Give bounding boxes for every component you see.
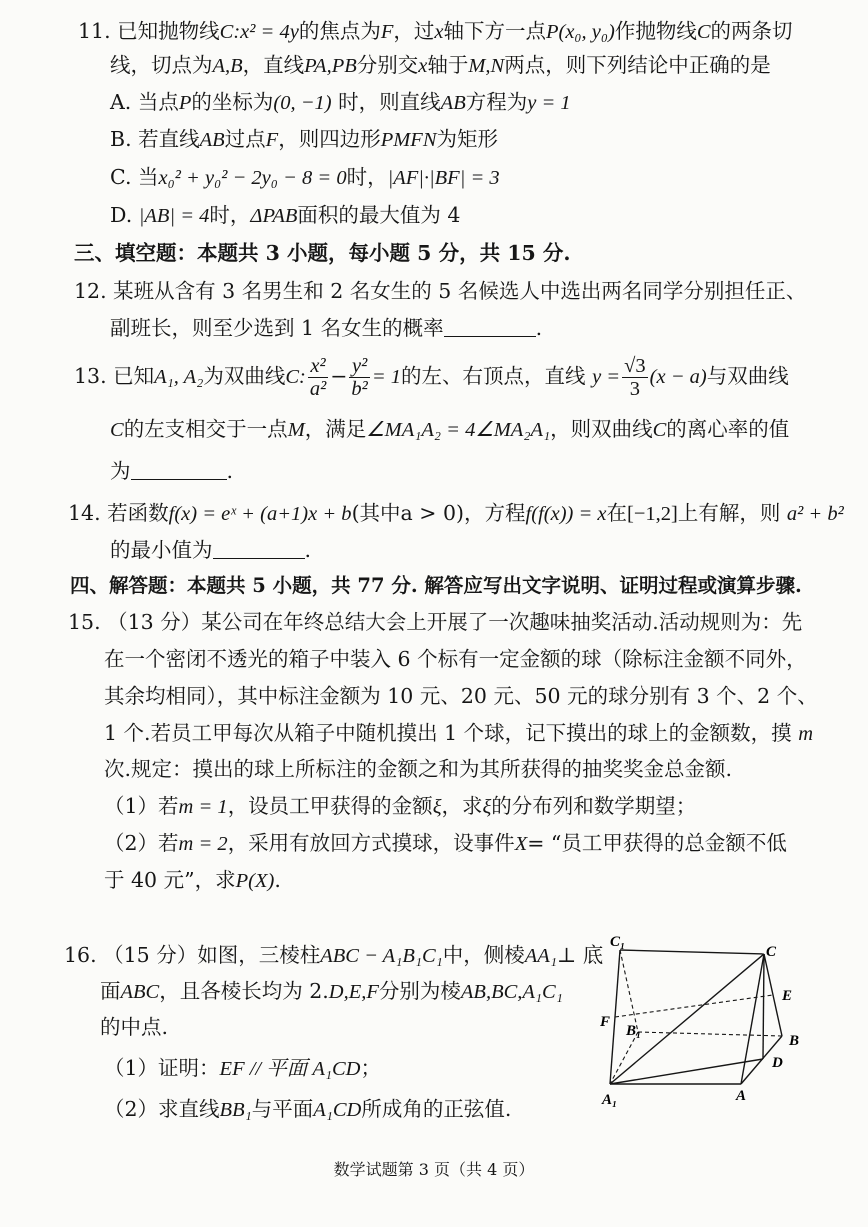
- formula: BB₁: [219, 1099, 252, 1121]
- formula: ABC: [120, 981, 160, 1003]
- q16-line1: [64, 940, 603, 971]
- text: 轴下方一点: [443, 19, 546, 43]
- formula: a² + b²: [786, 503, 844, 525]
- label-c1: C₁: [610, 934, 626, 950]
- text: .: [304, 538, 312, 562]
- formula: C: [652, 419, 667, 441]
- text: 的左、右顶点，直线: [401, 364, 586, 388]
- text: 与双曲线: [706, 364, 789, 388]
- formula: m = 2: [178, 833, 228, 855]
- formula: 4: [447, 203, 461, 227]
- edge-c-a: [741, 954, 764, 1084]
- text: ，求: [441, 794, 483, 818]
- formula: ABC − A₁B₁C₁: [320, 945, 443, 967]
- formula: = 1: [371, 366, 402, 388]
- prism-figure: [596, 932, 816, 1112]
- q15-part2-line2: [104, 865, 281, 896]
- edge-b1-b: [638, 1032, 782, 1036]
- numerator: y²: [349, 355, 369, 378]
- text: （2）求直线: [104, 1097, 220, 1121]
- label-d: D: [772, 1055, 783, 1071]
- answer-blank[interactable]: [213, 538, 305, 559]
- text: 面: [100, 979, 121, 1003]
- text: 某班从含有 3 名男生和 2 名女生的 5 名候选人中选出两名同学分别担任正、: [113, 279, 807, 303]
- q15-line2: 在一个密闭不透光的箱子中装入 6 个标有一定金额的球（除标注金额不同外，: [104, 647, 807, 671]
- text: 当: [138, 165, 159, 189]
- fraction-sqrt3-3: [622, 355, 648, 400]
- q13-line3: [110, 456, 233, 486]
- section-3-title: 三、填空题：本题共 3 小题，每小题 5 分，共 15 分.: [74, 241, 571, 265]
- text: 当点: [137, 90, 179, 114]
- q14-line2: [110, 535, 311, 565]
- denominator: a²: [309, 378, 327, 400]
- label-a: A: [736, 1088, 747, 1104]
- edge-c1-c: [620, 950, 764, 954]
- formula: P(x₀, y₀): [545, 21, 615, 43]
- text: ，则双曲线: [550, 417, 653, 441]
- text: 副班长，则至少选到 1 名女生的概率: [110, 316, 444, 340]
- option-label: D.: [110, 203, 133, 227]
- q13-line1: [74, 348, 789, 405]
- text: 为矩形: [436, 127, 498, 151]
- text: 为双曲线: [203, 364, 286, 388]
- q14-number: 14.: [68, 501, 101, 525]
- text: ，直线: [242, 53, 305, 77]
- formula: [−1,2]: [627, 503, 678, 525]
- text: 1 个.若员工甲每次从箱子中随机摸出 1 个球，记下摸出的球上的金额数，摸: [104, 721, 792, 745]
- formula: C: [110, 419, 124, 441]
- prism-hidden-edges: [610, 950, 782, 1084]
- formula: ξ: [482, 796, 492, 818]
- formula: x₀² + y₀² − 2y₀ − 8 = 0: [158, 167, 347, 189]
- text: 的焦点为: [298, 19, 381, 43]
- edge-c-d: [763, 954, 764, 1059]
- text: 所成角的正弦值.: [361, 1097, 512, 1121]
- q12-number: 12.: [74, 279, 107, 303]
- edge-a1-d: [610, 1059, 763, 1084]
- text: 若函数: [107, 501, 169, 525]
- formula: (x − a): [649, 366, 707, 388]
- text: 分别为棱: [378, 979, 461, 1003]
- q16-part1: [104, 1053, 381, 1084]
- formula: P: [178, 92, 192, 114]
- text: ，采用有放回方式摸球，设事件: [227, 831, 515, 855]
- q11-option-a: [110, 87, 571, 118]
- text: 方程为: [465, 90, 528, 114]
- text: .: [274, 868, 281, 892]
- formula: PA,PB: [304, 55, 357, 77]
- text: ，满足: [304, 417, 367, 441]
- q13-line2: [110, 414, 789, 445]
- edge-c-b: [764, 954, 782, 1036]
- formula: |AB| = 4: [138, 205, 210, 227]
- q15-number: 15.: [68, 610, 101, 634]
- text: 两点，则下列结论中正确的是: [504, 53, 771, 77]
- formula: M: [287, 419, 305, 441]
- edge-a1-c: [610, 954, 764, 1084]
- text: ；: [360, 1056, 381, 1080]
- q14-line1: [68, 498, 844, 529]
- text: 过点: [224, 127, 266, 151]
- q15-part2: [104, 828, 787, 859]
- numerator: √3: [624, 355, 646, 377]
- formula: C: [696, 21, 711, 43]
- formula: ∠MA₁A₂ = 4∠MA₂A₁: [366, 419, 551, 441]
- q15-line5: 次.规定：摸出的球上所标注的金额之和为其所获得的抽奖奖金总金额.: [104, 757, 733, 781]
- text: 时，: [209, 203, 251, 227]
- q16-line2: [100, 976, 563, 1007]
- formula: M,N: [468, 55, 505, 77]
- fraction-x2-a2: [308, 355, 328, 400]
- q13-number: 13.: [74, 364, 107, 388]
- text: （2）若: [104, 831, 179, 855]
- page-footer: 数学试题第 3 页（共 4 页）: [333, 1160, 535, 1179]
- text: 与平面: [251, 1097, 314, 1121]
- q15-part1: [104, 791, 696, 822]
- text: 于 40 元”，求: [104, 868, 236, 892]
- label-a1: A₁: [602, 1092, 618, 1108]
- text: .: [226, 459, 234, 483]
- q11-option-d: [110, 200, 460, 231]
- numerator: x²: [308, 355, 328, 378]
- text: ，则四边形: [278, 127, 381, 151]
- text: 线，切点为: [110, 53, 213, 77]
- formula: F: [380, 21, 394, 43]
- operator: −: [330, 364, 348, 388]
- option-label: B.: [110, 127, 132, 151]
- text: ⊥ 底: [556, 943, 604, 967]
- q11-option-c: [110, 162, 500, 193]
- label-c: C: [766, 944, 777, 960]
- formula: f(f(x)) = x: [525, 503, 607, 525]
- text: 已知: [113, 364, 155, 388]
- text: 中，侧棱: [442, 943, 525, 967]
- text: 的离心率的值: [666, 417, 790, 441]
- formula: y = 1: [527, 92, 571, 114]
- text: ，过: [393, 19, 435, 43]
- formula: x: [434, 21, 444, 43]
- edge-b1-a1: [610, 1032, 638, 1084]
- answer-blank[interactable]: [131, 459, 227, 480]
- formula: ξ: [432, 796, 442, 818]
- label-e: E: [782, 988, 793, 1004]
- q12-line2: [110, 313, 542, 343]
- text: 的两条切: [710, 19, 793, 43]
- text: ，方程: [464, 501, 526, 525]
- formula: f(x) = eˣ + (a+1)x + b: [168, 503, 352, 525]
- text: 时，: [346, 165, 388, 189]
- text: 的最小值为: [110, 538, 213, 562]
- formula: AA₁: [524, 945, 557, 967]
- denominator: 3: [629, 378, 641, 400]
- edge-c1-b1: [620, 950, 638, 1032]
- q16-number: 16.: [64, 943, 97, 967]
- text: (其中a > 0): [351, 501, 465, 525]
- formula: m = 1: [178, 796, 228, 818]
- fraction-y2-b2: [349, 355, 369, 400]
- formula: m: [798, 723, 813, 745]
- formula: C:: [285, 366, 306, 388]
- q15-line3: 其余均相同），其中标注金额为 10 元、20 元、50 元的球分别有 3 个、2 个、: [104, 684, 818, 708]
- text: = “员工甲获得的总金额不低: [527, 831, 787, 855]
- formula: |AF|·|BF| = 3: [387, 167, 500, 189]
- formula: y =: [592, 366, 621, 388]
- option-label: A.: [110, 90, 132, 114]
- text: ，设员工甲获得的金额: [227, 794, 433, 818]
- text: 的分布列和数学期望；: [491, 794, 697, 818]
- formula: ΔPAB: [250, 205, 298, 227]
- text: ，且各棱长均为 2.: [159, 979, 329, 1003]
- text: 为: [110, 459, 131, 483]
- text: 若直线: [138, 127, 200, 151]
- text: 上有解，则: [677, 501, 781, 525]
- formula: AB: [199, 129, 225, 151]
- denominator: b²: [351, 378, 368, 400]
- label-b1: B₁: [626, 1023, 642, 1039]
- formula: AB: [440, 92, 466, 114]
- q11-number: 11.: [78, 19, 111, 43]
- formula: A,B: [212, 55, 243, 77]
- text: 在: [606, 501, 628, 525]
- formula: x: [418, 55, 428, 77]
- q16-line3: 的中点.: [100, 1015, 169, 1039]
- text: .: [535, 316, 543, 340]
- formula: AB,BC,A₁C₁: [460, 981, 563, 1003]
- q15-line1: [68, 607, 802, 637]
- formula: A₁CD: [313, 1099, 362, 1121]
- text: 作抛物线: [614, 19, 697, 43]
- formula: A₁, A₂: [154, 366, 204, 388]
- formula: P(X): [235, 870, 275, 892]
- formula: C:x² = 4y: [219, 21, 299, 43]
- option-label: C.: [110, 165, 132, 189]
- text: 的坐标为: [191, 90, 274, 114]
- q11-line1: [78, 16, 793, 47]
- prism-solid-edges: [610, 950, 782, 1084]
- q16-part2: [104, 1094, 511, 1125]
- formula: F: [265, 129, 279, 151]
- text: 面积的最大值为: [297, 203, 441, 227]
- formula: D,E,F: [328, 981, 379, 1003]
- text: （1）若: [104, 794, 179, 818]
- text: （13 分）某公司在年终总结大会上开展了一次趣味抽奖活动.活动规则为：先: [107, 610, 803, 634]
- text: （15 分）如图，三棱柱: [103, 943, 321, 967]
- label-b: B: [789, 1033, 800, 1049]
- q11-option-b: [110, 124, 498, 155]
- q12-line1: [74, 276, 806, 306]
- q11-line2: [110, 50, 771, 81]
- formula: (0, −1): [273, 92, 332, 114]
- formula: PMFN: [380, 129, 437, 151]
- section-4-title: 四、解答题：本题共 5 小题，共 77 分. 解答应写出文字说明、证明过程或演算步骤.: [70, 574, 802, 597]
- text: 已知抛物线: [117, 19, 220, 43]
- text: 分别交: [356, 53, 419, 77]
- label-f: F: [600, 1014, 611, 1030]
- text: 时，则直线: [338, 90, 441, 114]
- text: （1）证明：: [104, 1056, 220, 1080]
- text: 轴于: [427, 53, 469, 77]
- text: 的左支相交于一点: [123, 417, 288, 441]
- q15-line4: [104, 718, 813, 749]
- formula: X: [514, 833, 528, 855]
- answer-blank[interactable]: [444, 316, 536, 337]
- formula: EF // 平面 A₁CD: [219, 1058, 361, 1080]
